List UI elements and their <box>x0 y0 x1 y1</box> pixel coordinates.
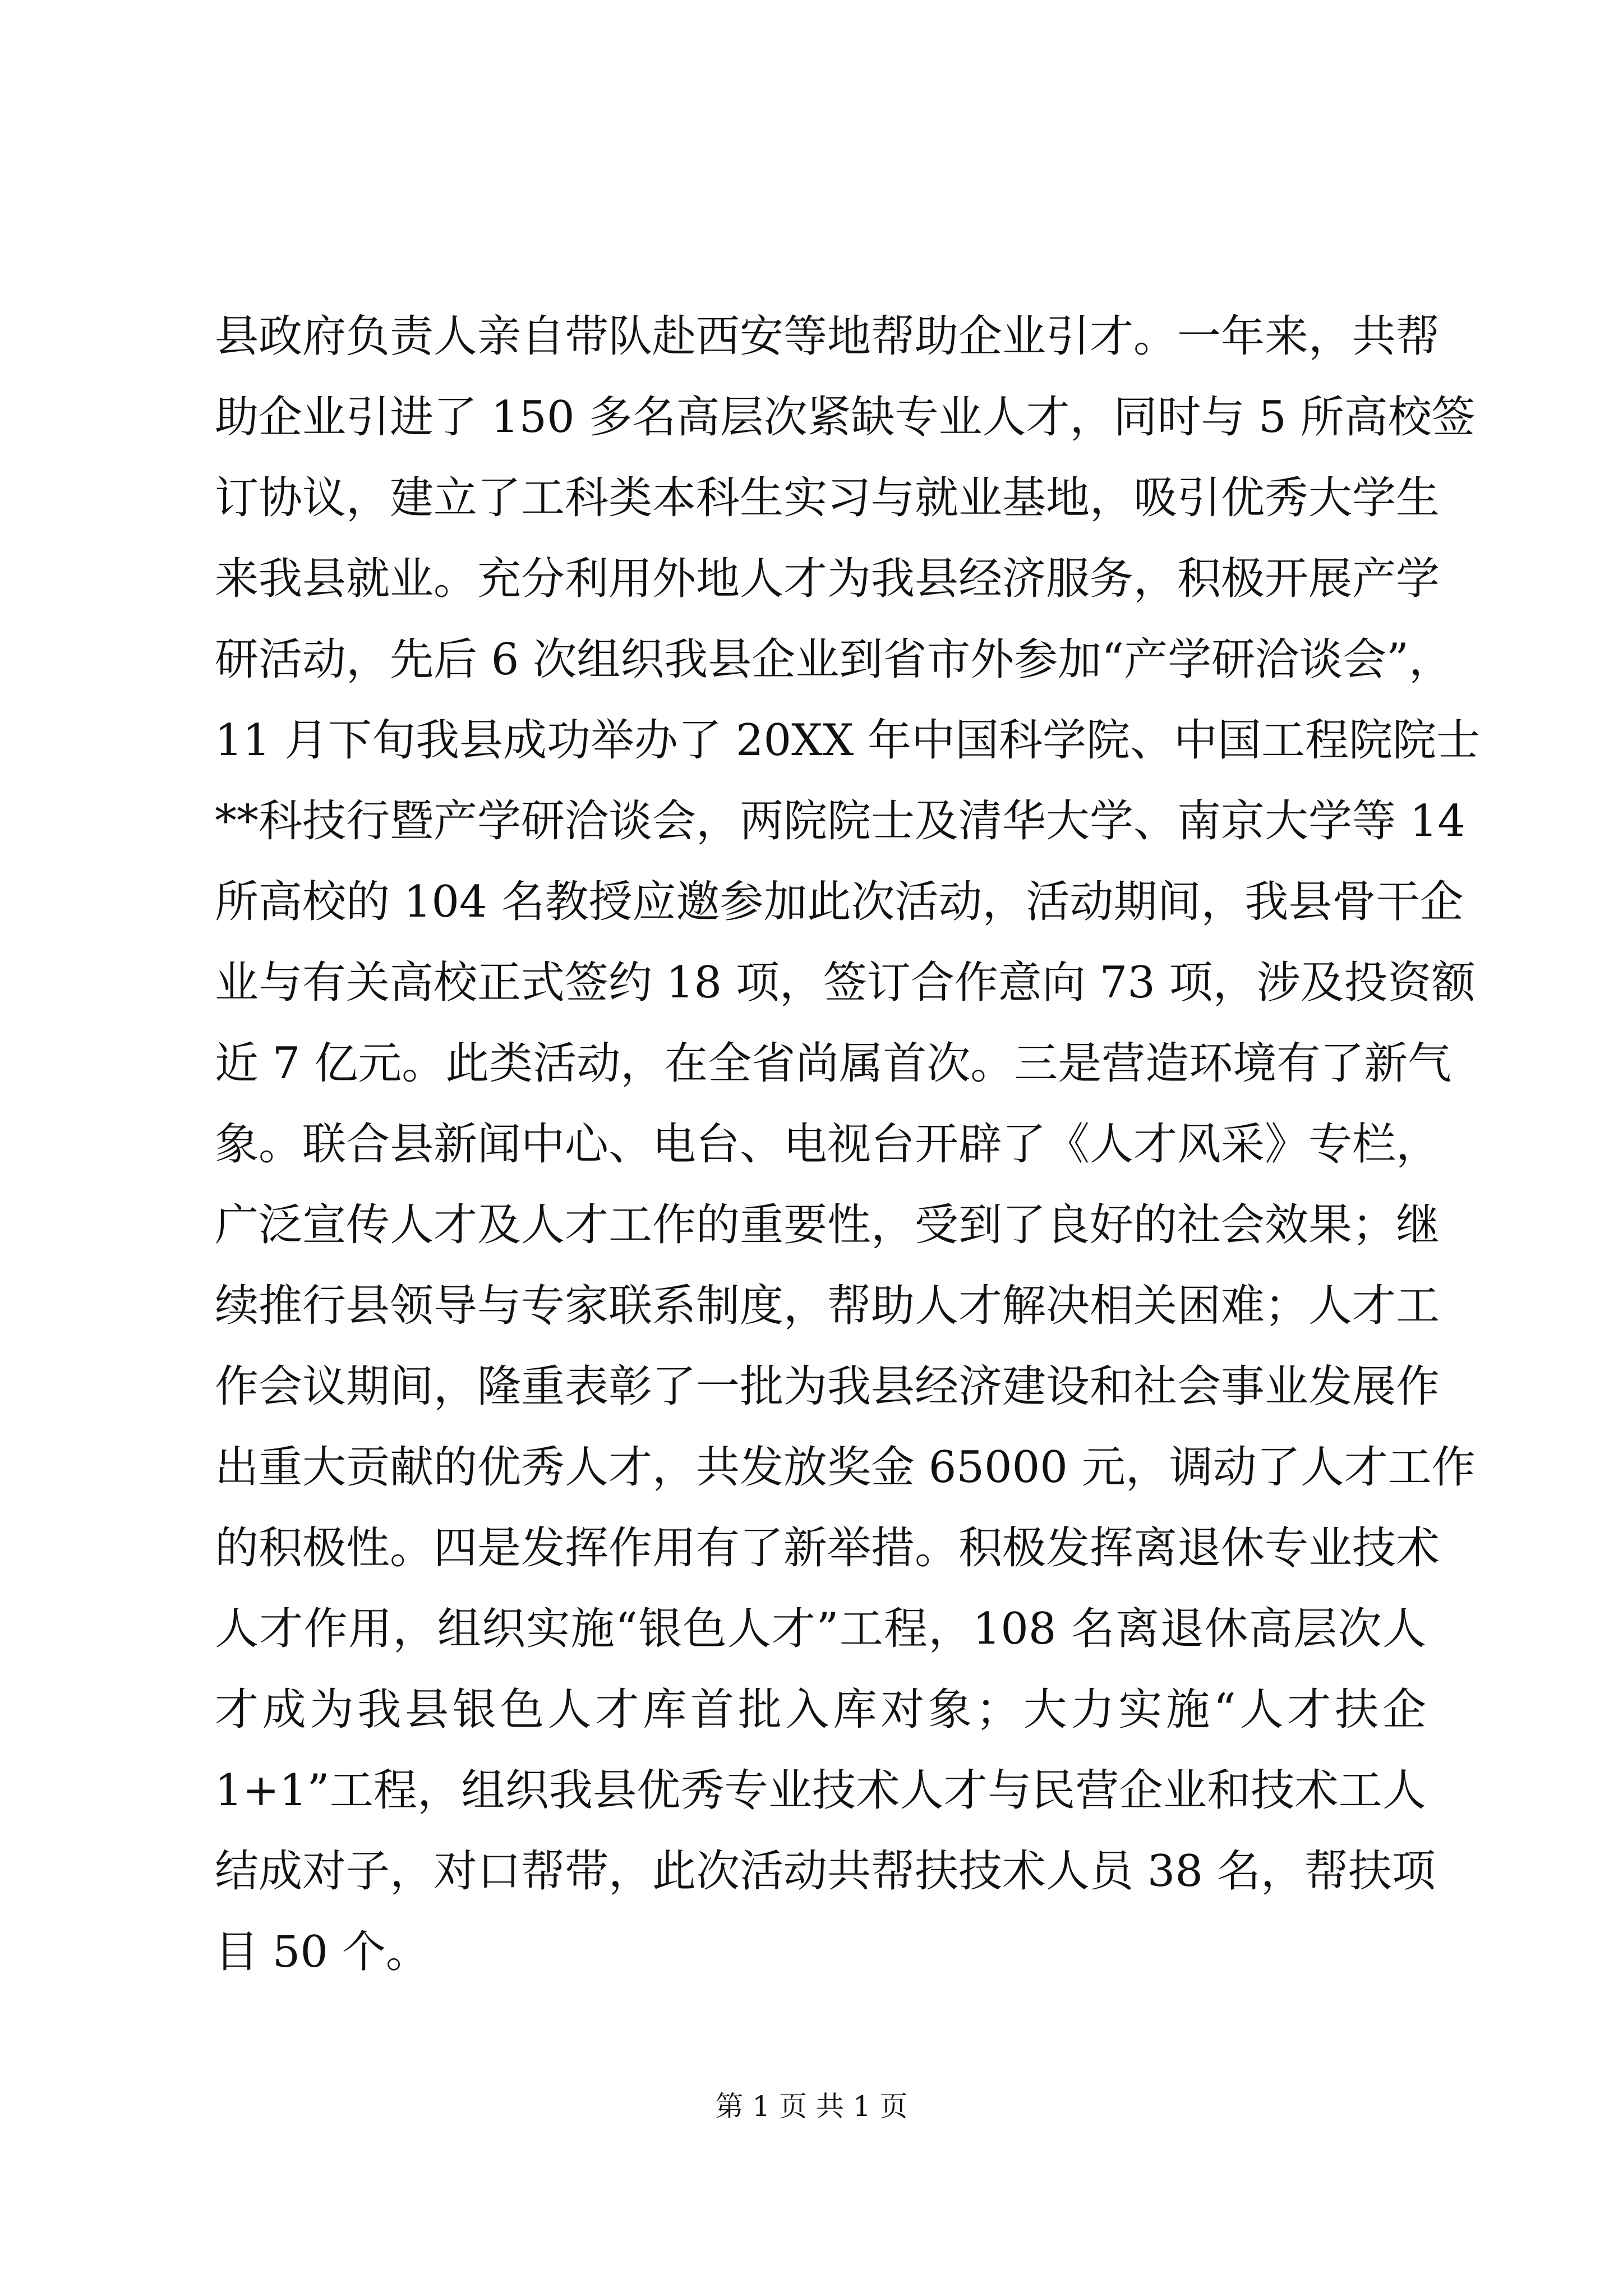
body-text <box>215 296 1480 1993</box>
text-line-9: 业与有关高校正式签约 18 项，签订合作意向 73 项，涉及投资额 <box>215 958 1476 1008</box>
text-line-10: 近 7 亿元。此类活动，在全省尚属首次。三是营造环境有了新气 <box>215 1038 1452 1089</box>
text-line-1: 县政府负责人亲自带队赴西安等地帮助企业引才。一年来，共帮 <box>215 311 1440 362</box>
text-line-14: 作会议期间，隆重表彰了一批为我县经济建设和社会事业发展作 <box>215 1361 1440 1412</box>
text-line-4: 来我县就业。充分利用外地人才为我县经济服务，积极开展产学 <box>215 554 1440 604</box>
text-line-7: **科技行暨产学研洽谈会，两院院士及清华大学、南京大学等 14 <box>215 796 1466 846</box>
text-line-19: 1+1”工程，组织我县优秀专业技术人才与民营企业和技术工人 <box>215 1765 1426 1816</box>
text-line-11: 象。联合县新闻中心、电台、电视台开辟了《人才风采》专栏， <box>215 1119 1440 1170</box>
text-line-20: 结成对子，对口帮带，此次活动共帮扶技术人员 38 名，帮扶项 <box>215 1846 1436 1897</box>
text-line-13: 续推行县领导与专家联系制度，帮助人才解决相关困难；人才工 <box>215 1281 1440 1331</box>
text-line-15: 出重大贡献的优秀人才，共发放奖金 65000 元，调动了人才工作 <box>215 1442 1476 1493</box>
text-line-21: 目 50 个。 <box>215 1927 430 1977</box>
text-line-18: 才成为我县银色人才库首批入库对象；大力实施“人才扶企 <box>215 1685 1426 1735</box>
page-footer <box>0 2087 1623 2126</box>
text-line-12: 广泛宣传人才及人才工作的重要性，受到了良好的社会效果；继 <box>215 1200 1440 1250</box>
text-line-3: 订协议，建立了工科类本科生实习与就业基地，吸引优秀大学生 <box>215 473 1440 523</box>
text-line-6: 11 月下旬我县成功举办了 20XX 年中国科学院、中国工程院院士 <box>215 715 1480 766</box>
text-line-5: 研活动，先后 6 次组织我县企业到省市外参加“产学研洽谈会”， <box>215 634 1453 685</box>
text-line-17: 人才作用，组织实施“银色人才”工程，108 名离退休高层次人 <box>215 1604 1426 1654</box>
text-line-8: 所高校的 104 名教授应邀参加此次活动，活动期间，我县骨干企 <box>215 877 1464 927</box>
text-line-2: 助企业引进了 150 多名高层次紧缺专业人才，同时与 5 所高校签 <box>215 392 1476 443</box>
text-line-16: 的积极性。四是发挥作用有了新举措。积极发挥离退休专业技术 <box>215 1523 1440 1573</box>
page-number-label: 第 1 页 共 1 页 <box>715 2090 908 2123</box>
